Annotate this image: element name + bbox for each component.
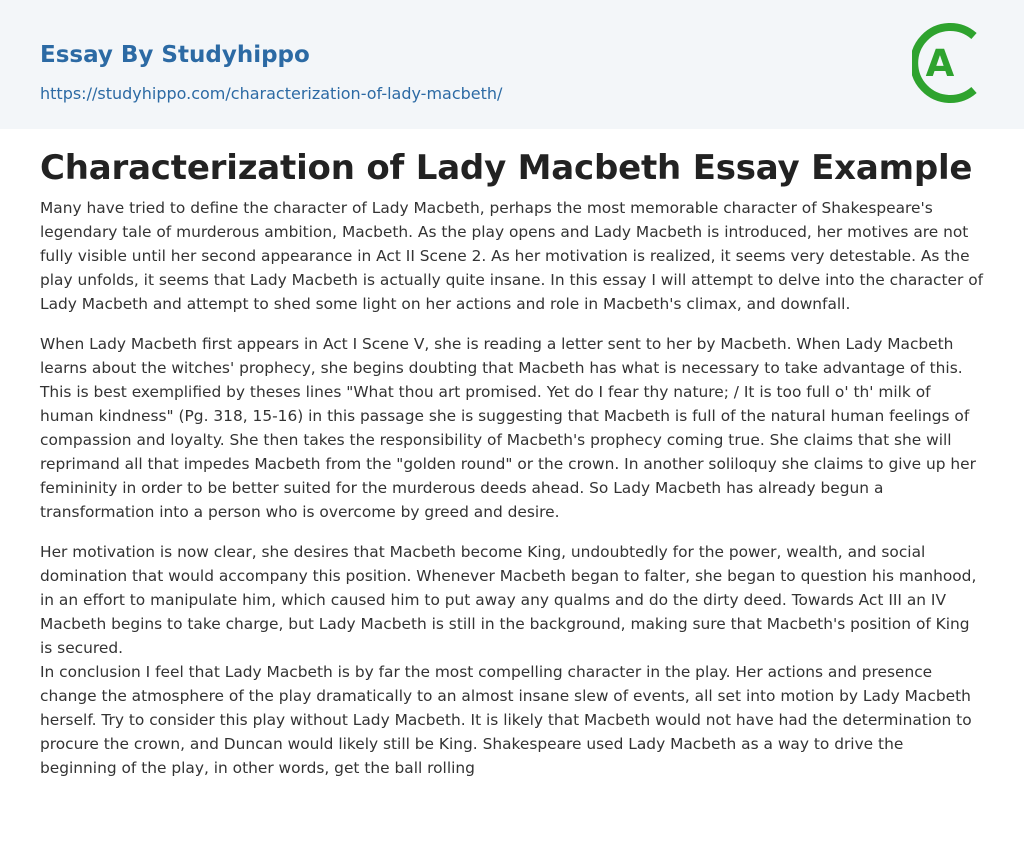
essay-title: Characterization of Lady Macbeth Essay Example: [40, 148, 973, 188]
brand-title[interactable]: Essay By Studyhippo: [40, 42, 310, 68]
essay-body: [40, 196, 984, 780]
site-header: [0, 0, 1024, 129]
essay-content: [0, 129, 1024, 780]
essay-paragraph: Many have tried to define the character of Lady Macbeth, perhaps the most memorable character of Shakespeare's legendary tale of murderous ambition, Macbeth. As the play opens and Lady Macbeth is introduced, her motives are not fully visible until her second appearance in Act II Scene 2. As her motivation is realized, it seems very detestable. As the play unfolds, it seems that Lady Macbeth is actually quite insane. In this essay I will attempt to delve into the character of Lady Macbeth and attempt to shed some light on her actions and role in Macbeth's climax, and downfall.: [40, 199, 984, 313]
essay-paragraph: Her motivation is now clear, she desires that Macbeth become King, undoubtedly for the power, wealth, and social domination that would accompany this position. Whenever Macbeth began to falter, she began to question his manhood, in an effort to manipulate him, which caused him to put away any qualms and do the dirty deed. Towards Act III an IV Macbeth begins to take charge, but Lady Macbeth is still in the background, making sure that Macbeth's position of King is secured.: [40, 543, 977, 657]
source-url-link[interactable]: https://studyhippo.com/characterization-of-lady-macbeth/: [40, 84, 503, 103]
studyhippo-logo-icon[interactable]: [912, 20, 988, 106]
essay-paragraph: When Lady Macbeth first appears in Act I Scene V, she is reading a letter sent to her by Macbeth. When Lady Macbeth learns about the witches' prophecy, she begins doubting that Macbeth has what is necessary to take advantage of this. This is best exemplified by theses lines "What thou art promised. Yet do I fear thy nature; / It is too full o' th' milk of human kindness" (Pg. 318, 15-16) in this passage she is suggesting that Macbeth is full of the natural human feelings of compassion and loyalty. She then takes the responsibility of Macbeth's prophecy coming true. She claims that she will reprimand all that impedes Macbeth from the "golden round" or the crown. In another soliloquy she claims to give up her femininity in order to be better suited for the murderous deeds ahead. So Lady Macbeth has already begun a transformation into a person who is overcome by greed and desire.: [40, 335, 976, 521]
essay-paragraph: In conclusion I feel that Lady Macbeth is by far the most compelling character in the play. Her actions and presence change the atmosphere of the play dramatically to an almost insane slew of events, all set into motion by Lady Macbeth herself. Try to consider this play without Lady Macbeth. It is likely that Macbeth would not have had the determination to procure the crown, and Duncan would likely still be King. Shakespeare used Lady Macbeth as a way to drive the beginning of the play, in other words, get the ball rolling: [40, 663, 972, 777]
logo-letter: A: [925, 42, 955, 85]
